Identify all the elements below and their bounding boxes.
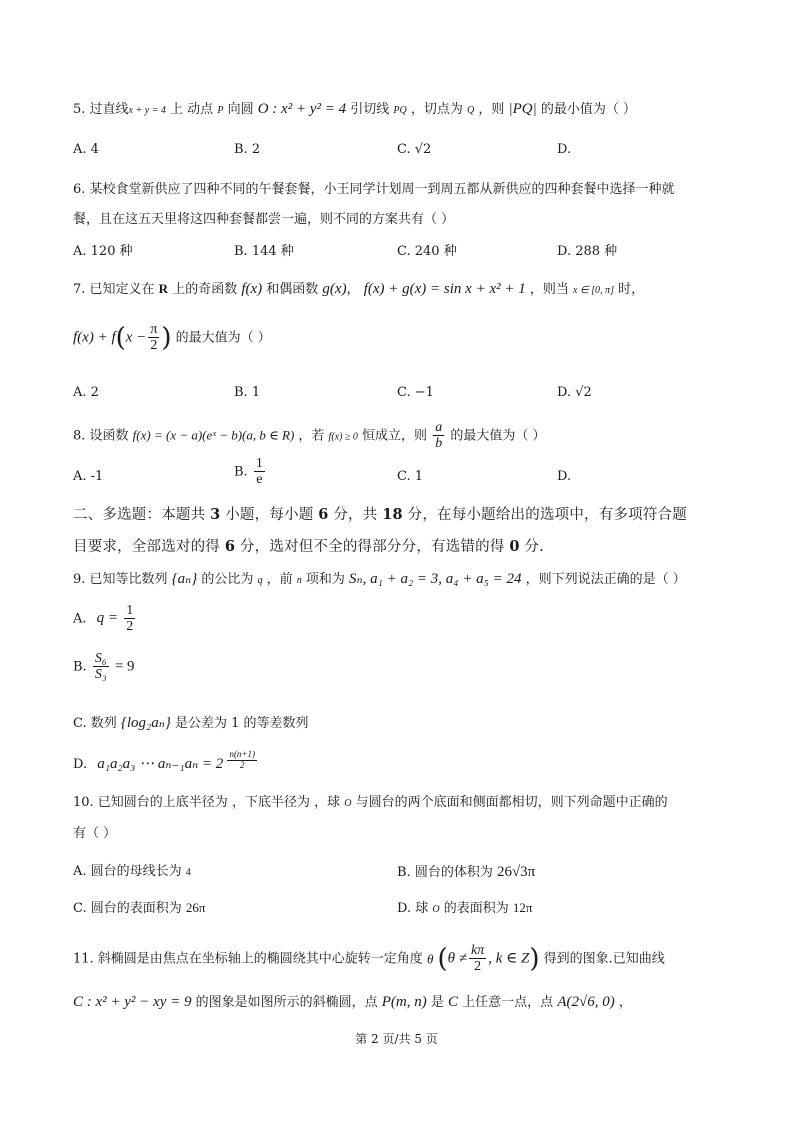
q7-option-a: A. 2 [73,385,99,400]
q8-option-a: A. -1 [73,469,104,484]
q5-option-c: C. √2 [397,142,432,157]
q9-option-d: D. a₁a₂a₃ ⋯ aₙ₋₁aₙ = 2 $\frac{n(n+1)}{2}$ [73,749,256,772]
q10-option-d: D. 球 O 的表面积为 12π [397,900,533,916]
q11-curve-eq: C : x² + y² − xy = 9 [73,994,192,1010]
q7-option-c: C. −1 [397,385,434,400]
q8-option-c: C. 1 [397,469,424,484]
q10-option-a: A. 圆台的母线长为 4 [73,864,191,879]
q10-stem-line1: 10. 已知圆台的上底半径为 ，下底半径为 ，球 O 与圆台的两个底面和侧面都相切，则下列命题中正确的 [73,795,668,810]
q11-stem-line1: 11. 斜椭圆是由焦点在坐标轴上的椭圆绕其中心旋转一定角度 θ (θ ≠ $\frac{k\pi}{2}$ , k ∈ Z) 得到的图象.已知曲线 [73,943,665,975]
q10-stem-line2: 有（ ） [73,826,117,841]
q8-option-b: B. $\frac{1}{e}$ [234,456,263,488]
q9-option-b: B. $\frac{\text{S₆}}{\text{S₃}}$ = 9 [73,651,135,683]
q7-option-b: B. 1 [234,385,261,400]
section-heading-line1: 二、多选题：本题共 3 小题，每小题 6 分，共 18 分，在每小题给出的选项中，有多项符合题 [73,506,687,523]
q8-function: f(x) = (x − a)(eˣ − b)(a, b ∈ R) [132,427,295,443]
q5-option-b: B. 2 [234,142,261,157]
q6-option-a: A. 120 种 [73,244,133,259]
q10-option-c: C. 圆台的表面积为 26π [73,900,206,916]
q9-option-c: C. 数列 {log₂aₙ} 是公差为 1 的等差数列 [73,715,309,731]
q7-stem-line2: f(x) + f(x − $\frac{\pi}{2}$ ) 的最大值为（ ） [73,322,271,354]
q5-circle-eq: O : x² + y² = 4 [257,101,347,117]
q9-stem: 9. 已知等比数列 {aₙ} 的公比为 q ，前 n 项和为 Sₙ, a₁ + a₂ = 3, a₄ + a₅ = 24 ，则下列说法正确的是（ ） [73,571,686,587]
q8-stem: 8. 设函数 f(x) = (x − a)(eˣ − b)(a, b ∈ R) ，若 f(x) ≥ 0 恒成立，则 $\frac{a}{b}$ 的最大值为（ ） [73,420,546,452]
q6-option-b: B. 144 种 [234,244,294,259]
q5-stem: 5. 过直线x + y = 4 上 动点 P 向圆 O : x² + y² = 4 引切线 PQ ，切点为 Q ，则 |PQ| 的最小值为（ ） [73,101,636,117]
q9-option-a: A. q = $\frac{1}{2}$ [73,603,134,635]
q7-range: x ∈ [0, π] [573,285,614,296]
page-footer: 第 2 页/共 5 页 [355,1032,438,1046]
q7-option-d: D. √2 [557,385,592,400]
q6-option-d: D. 288 种 [557,244,618,259]
q6-option-c: C. 240 种 [397,244,457,259]
q10-option-b: B. 圆台的体积为 26√3π [397,864,536,880]
q6-stem-line1: 6. 某校食堂新供应了四种不同的午餐套餐，小王同学计划周一到周五都从新供应的四种套餐中选择一种就 [73,182,675,197]
q5-option-a: A. 4 [73,142,99,157]
q5-abs-pq: |PQ| [508,101,537,117]
section-heading-line2: 目要求，全部选对的得 6 分，选对但不全的得部分分，有选错的得 0 分. [73,538,544,555]
q11-stem-line2: C : x² + y² − xy = 9 的图象是如图所示的斜椭圆，点 P(m, n) 是 C 上任意一点，点 A(2√6, 0) ， [73,994,632,1010]
q7-stem-line1: 7. 已知定义在 R 上的奇函数 f(x) 和偶函数 g(x)， f(x) + g(x) = sin x + x² + 1 ，则当 x ∈ [0, π] 时， [73,281,645,297]
q5-option-d: D. [557,142,572,157]
q8-option-d: D. [557,469,572,484]
q5-line-eq: x + y = 4 [128,105,166,116]
q9-conditions: Sₙ, a₁ + a₂ = 3, a₄ + a₅ = 24 [349,571,522,587]
q6-stem-line2: 餐，且在这五天里将这四种套餐都尝一遍，则不同的方案共有（ ） [73,212,455,227]
q7-equation: f(x) + g(x) = sin x + x² + 1 [363,281,526,297]
